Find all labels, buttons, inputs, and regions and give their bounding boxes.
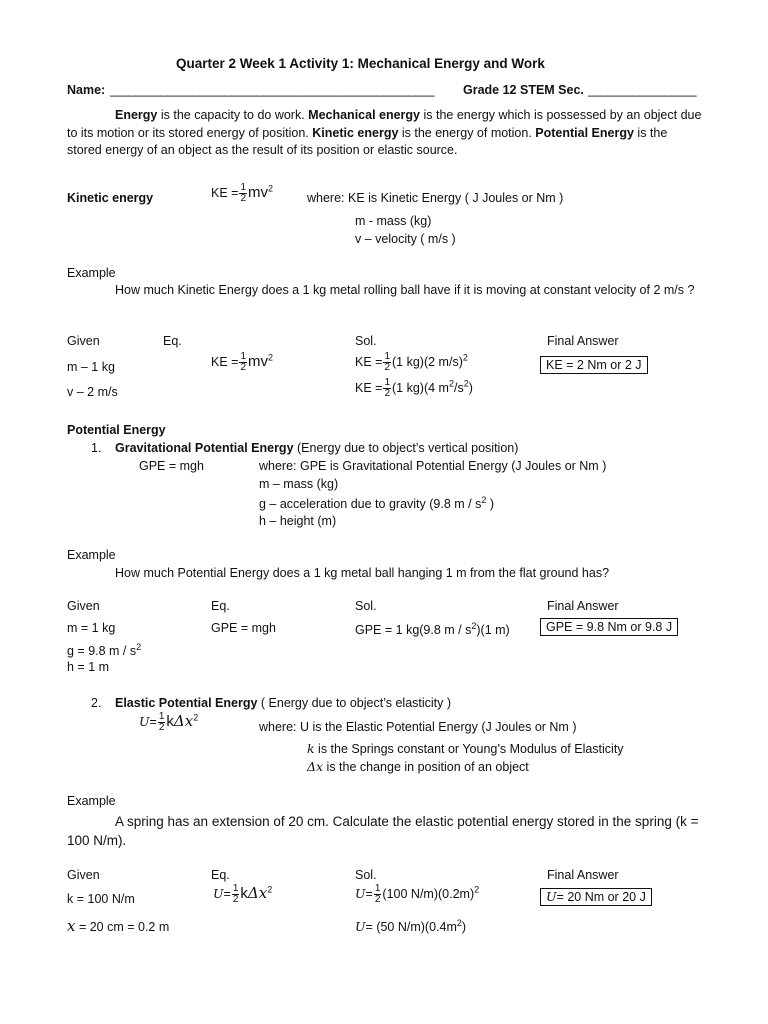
- ke-velocity: v – velocity ( m/s ): [355, 232, 456, 246]
- final-answer-box: KE = 2 Nm or 2 J: [540, 356, 648, 374]
- grade-label: Grade 12 STEM Sec.: [463, 83, 584, 97]
- ke-formula: KE = $\frac{1}{2}$ $mv^2$: [211, 182, 274, 204]
- epe-title: Elastic Potential Energy ( Energy due to object’s elasticity ): [115, 696, 452, 710]
- sol-header: Sol.: [355, 599, 377, 613]
- epe-dx-definition: Δx is the change in position of an object: [307, 759, 529, 774]
- example-label: Example: [67, 548, 116, 562]
- given-header: Given: [67, 868, 100, 882]
- final-answer-box: GPE = 9.8 Nm or 9.8 J: [540, 618, 678, 636]
- final-answer-header: Final Answer: [547, 599, 619, 613]
- given-height: h = 1 m: [67, 660, 110, 674]
- solution-step-1: KE = $\frac{1}{2}$ (1 kg)(2 m/s)$^2$: [355, 351, 468, 373]
- ke-equation: KE = $\frac{1}{2}$ $mv^2$: [211, 351, 274, 373]
- example-question: A spring has an extension of 20 cm. Calculate the elastic potential energy stored in the spring (k = 100 N/m).: [67, 814, 699, 848]
- gpe-where: where: GPE is Gravitational Potential Energy (J Joules or Nm ): [259, 459, 607, 473]
- example-label: Example: [67, 794, 116, 808]
- final-answer-header: Final Answer: [547, 334, 619, 348]
- sol-header: Sol.: [355, 334, 377, 348]
- eq-header: Eq.: [211, 599, 230, 613]
- given-extension: x = 20 cm = 0.2 m: [67, 917, 170, 935]
- example-question: How much Potential Energy does a 1 kg metal ball hanging 1 m from the flat ground has?: [115, 566, 610, 580]
- intro-paragraph: Energy is the capacity to do work. Mechanical energy is the energy which is possessed by an object due to its motion or its stored energy of position. Kinetic energy is the energy of motion. Potential Energy is the stored energy of an object as the result of its position or elastic source.: [67, 108, 702, 157]
- given-mass: m – 1 kg: [67, 360, 115, 374]
- gpe-formula: GPE = mgh: [139, 459, 204, 473]
- given-mass: m = 1 kg: [67, 621, 116, 635]
- epe-k-definition: k is the Springs constant or Young’s Modulus of Elasticity: [307, 741, 624, 756]
- ke-mass: m - mass (kg): [355, 214, 432, 228]
- ke-label: Kinetic energy: [67, 191, 154, 205]
- given-header: Given: [67, 599, 100, 613]
- given-gravity: g = 9.8 m / $s^2$: [67, 642, 142, 659]
- section-heading: Potential Energy: [67, 423, 166, 437]
- name-blank[interactable]: ___________________________________________________: [110, 83, 434, 97]
- given-spring-constant: k = 100 N/m: [67, 892, 135, 906]
- epe-equation: U= $\frac{1}{2}$ kΔx$^2$: [213, 883, 273, 905]
- given-header: Given: [67, 334, 100, 348]
- list-item-number: 1.: [91, 441, 102, 455]
- eq-header: Eq.: [163, 334, 182, 348]
- final-answer-box: U= 20 Nm or 20 J: [540, 888, 652, 906]
- epe-formula: U= $\frac{1}{2}$ kΔx$^2$: [139, 711, 199, 733]
- epe-where: where: U is the Elastic Potential Energy (J Joules or Nm ): [259, 720, 577, 734]
- example-label: Example: [67, 266, 116, 280]
- section-blank[interactable]: _________________: [588, 83, 696, 97]
- gpe-equation: GPE = mgh: [211, 621, 276, 635]
- final-answer-header: Final Answer: [547, 868, 619, 882]
- solution-step-2: KE = $\frac{1}{2}$ (1 kg)(4 $m^2/s^2$): [355, 377, 473, 399]
- name-label: Name:: [67, 83, 106, 97]
- gpe-title: Gravitational Potential Energy (Energy due to object’s vertical position): [115, 441, 519, 455]
- solution-step-1: U= $\frac{1}{2}$ (100 $N/m)(0.2m)^2$: [355, 883, 480, 905]
- gpe-mass: m – mass (kg): [259, 477, 339, 491]
- page-title: Quarter 2 Week 1 Activity 1: Mechanical Energy and Work: [176, 56, 545, 71]
- given-velocity: v – 2 m/s: [67, 385, 118, 399]
- eq-header: Eq.: [211, 868, 230, 882]
- sol-header: Sol.: [355, 868, 377, 882]
- gpe-gravity: g – acceleration due to gravity (9.8 m / $s^2$ ): [259, 495, 494, 512]
- example-question: How much Kinetic Energy does a 1 kg metal rolling ball have if it is moving at constant velocity of 2 m/s ?: [115, 283, 695, 297]
- ke-where: where: KE is Kinetic Energy ( J Joules or Nm ): [307, 191, 564, 205]
- gpe-height: h – height (m): [259, 514, 337, 528]
- solution-step-1: GPE = 1 kg(9.8 m / $s^2)(1$ m): [355, 621, 510, 638]
- solution-step-2: U= (50 $N/m)(0.4m^2)$: [355, 918, 467, 935]
- list-item-number: 2.: [91, 696, 102, 710]
